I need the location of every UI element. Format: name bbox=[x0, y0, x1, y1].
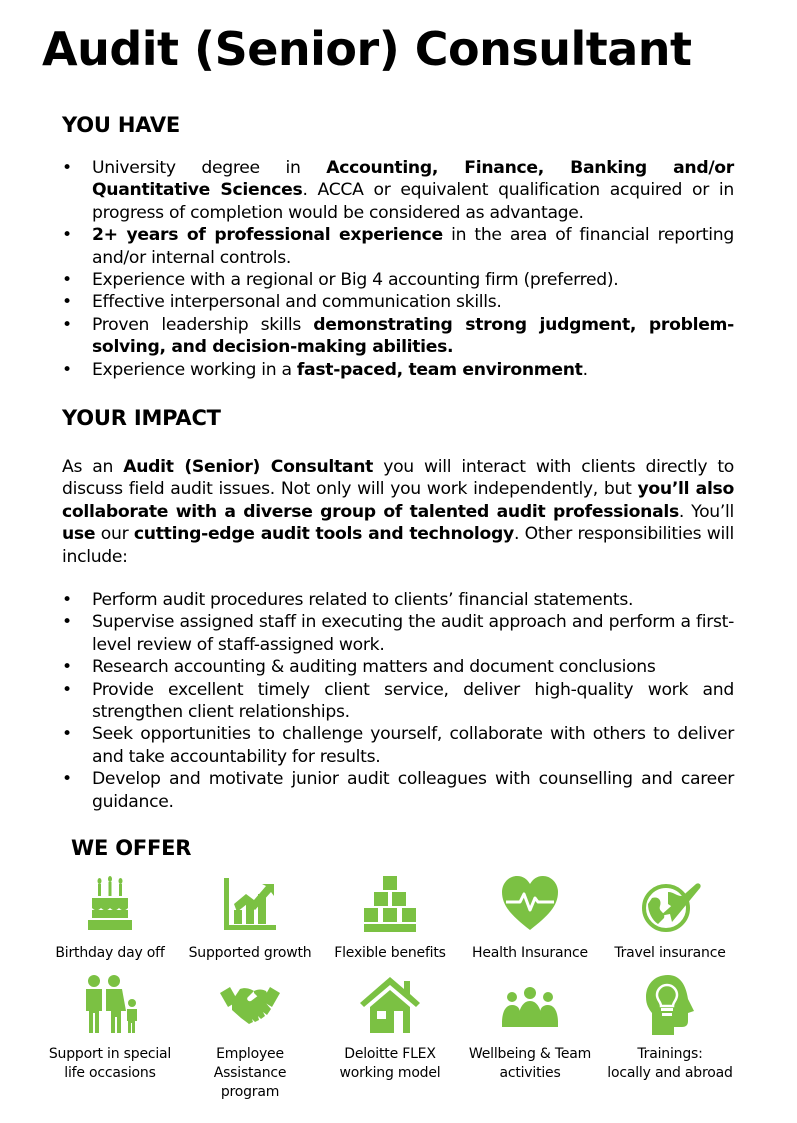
text-span: Experience working in a bbox=[92, 359, 297, 380]
text-span: Provide excellent timely client service, deliver high-quality work and strengthen client relationships. bbox=[92, 679, 734, 723]
benefit-assistance bbox=[180, 969, 320, 1102]
house-icon bbox=[355, 969, 425, 1041]
you-have-list bbox=[62, 157, 734, 381]
benefit-health bbox=[460, 868, 600, 963]
text-span: you will interact with clients directly to discuss field audit issues. Not only will you work independently, but bbox=[62, 457, 734, 500]
benefit-trainings bbox=[600, 969, 740, 1102]
bullet-item bbox=[62, 291, 734, 313]
bold-text: Accounting, Finance, Banking and/or Quantitative Sciences bbox=[92, 158, 734, 201]
impact-intro bbox=[62, 456, 734, 568]
impact-responsibilities bbox=[62, 589, 734, 813]
benefit-label: Wellbeing & Team activities bbox=[468, 1046, 592, 1081]
benefit-growth bbox=[180, 868, 320, 963]
text-span: Research accounting & auditing matters and document conclusions bbox=[92, 657, 656, 678]
text-span: Supervise assigned staff in executing the audit approach and perform a first-level review of staff-assigned work. bbox=[92, 612, 734, 655]
family-icon bbox=[75, 969, 145, 1041]
benefit-wellbeing bbox=[460, 969, 600, 1102]
you-have-heading: YOU HAVE bbox=[62, 113, 181, 137]
handshake-icon bbox=[215, 969, 285, 1041]
bullet-item bbox=[62, 611, 734, 656]
text-span: our bbox=[95, 524, 134, 545]
benefit-birthday bbox=[40, 868, 180, 963]
bullet-item bbox=[62, 768, 734, 813]
text-span: Experience with a regional or Big 4 accounting firm (preferred). bbox=[92, 270, 619, 291]
text-span: Effective interpersonal and communication skills. bbox=[92, 292, 502, 313]
benefit-label: Supported growth bbox=[188, 945, 312, 961]
heart-pulse-icon bbox=[495, 868, 565, 940]
text-span: in the area of financial reporting and/or internal controls. bbox=[92, 225, 734, 268]
impact-list bbox=[62, 589, 734, 813]
text-span: Proven leadership skills bbox=[92, 314, 314, 335]
benefit-label: Support in special life occasions bbox=[48, 1046, 172, 1081]
birthday-cake-icon bbox=[75, 868, 145, 940]
benefit-label: Trainings: locally and abroad bbox=[607, 1046, 733, 1081]
text-span: As an bbox=[62, 457, 124, 477]
text-span: . bbox=[582, 359, 588, 380]
bullet-item bbox=[62, 589, 734, 611]
bullet-item bbox=[62, 269, 734, 291]
bold-text: demonstrating strong judgment, problem-solving, and decision-making abilities. bbox=[92, 314, 734, 358]
benefit-label: Flexible benefits bbox=[334, 945, 446, 961]
benefit-label: Birthday day off bbox=[55, 945, 165, 961]
stacked-boxes-icon bbox=[355, 868, 425, 940]
benefit-flexible bbox=[320, 868, 460, 963]
benefit-flex-model bbox=[320, 969, 460, 1102]
bold-text: use bbox=[62, 524, 96, 545]
you-have-section bbox=[62, 157, 734, 381]
bullet-item bbox=[62, 656, 734, 678]
benefit-label: Health Insurance bbox=[472, 945, 588, 961]
text-span: University degree in bbox=[92, 158, 327, 178]
text-span: Develop and motivate junior audit colleagues with counselling and career guidance. bbox=[92, 769, 734, 812]
bold-text: fast-paced, team environment bbox=[296, 359, 583, 380]
benefit-travel bbox=[600, 868, 740, 963]
bold-text: 2+ years of professional experience bbox=[92, 225, 443, 246]
text-span: Perform audit procedures related to clients’ financial statements. bbox=[92, 590, 634, 610]
bullet-item bbox=[62, 224, 734, 269]
benefits-grid bbox=[40, 868, 760, 1102]
text-span: . You’ll bbox=[678, 501, 734, 522]
we-offer-heading: WE OFFER bbox=[71, 836, 192, 860]
text-span: . Other responsibilities will include: bbox=[62, 524, 734, 567]
your-impact-heading: YOUR IMPACT bbox=[62, 406, 221, 430]
bullet-item bbox=[62, 723, 734, 768]
globe-plane-icon bbox=[635, 868, 705, 940]
bullet-item bbox=[62, 157, 734, 224]
bullet-item bbox=[62, 359, 734, 381]
benefit-life-occasions bbox=[40, 969, 180, 1102]
text-span: Seek opportunities to challenge yourself, collaborate with others to deliver and take accountability for results. bbox=[92, 724, 734, 767]
bullet-item bbox=[62, 679, 734, 724]
text-span: . ACCA or equivalent qualification acquired or in progress of completion would be considered as advantage. bbox=[92, 180, 735, 223]
bullet-item bbox=[62, 314, 734, 359]
your-impact-section bbox=[62, 456, 734, 568]
bold-text: Audit (Senior) Consultant bbox=[123, 457, 374, 477]
growth-chart-icon bbox=[215, 868, 285, 940]
bold-text: you’ll also collaborate with a diverse group of talented audit professionals bbox=[62, 479, 734, 522]
team-icon bbox=[495, 969, 565, 1041]
benefit-label: Employee Assistance program bbox=[213, 1046, 287, 1100]
head-lightbulb-icon bbox=[635, 969, 705, 1041]
benefit-label: Travel insurance bbox=[614, 945, 726, 961]
page-title: Audit (Senior) Consultant bbox=[42, 22, 692, 76]
bold-text: cutting-edge audit tools and technology bbox=[133, 524, 514, 545]
benefit-label: Deloitte FLEX working model bbox=[339, 1046, 441, 1081]
